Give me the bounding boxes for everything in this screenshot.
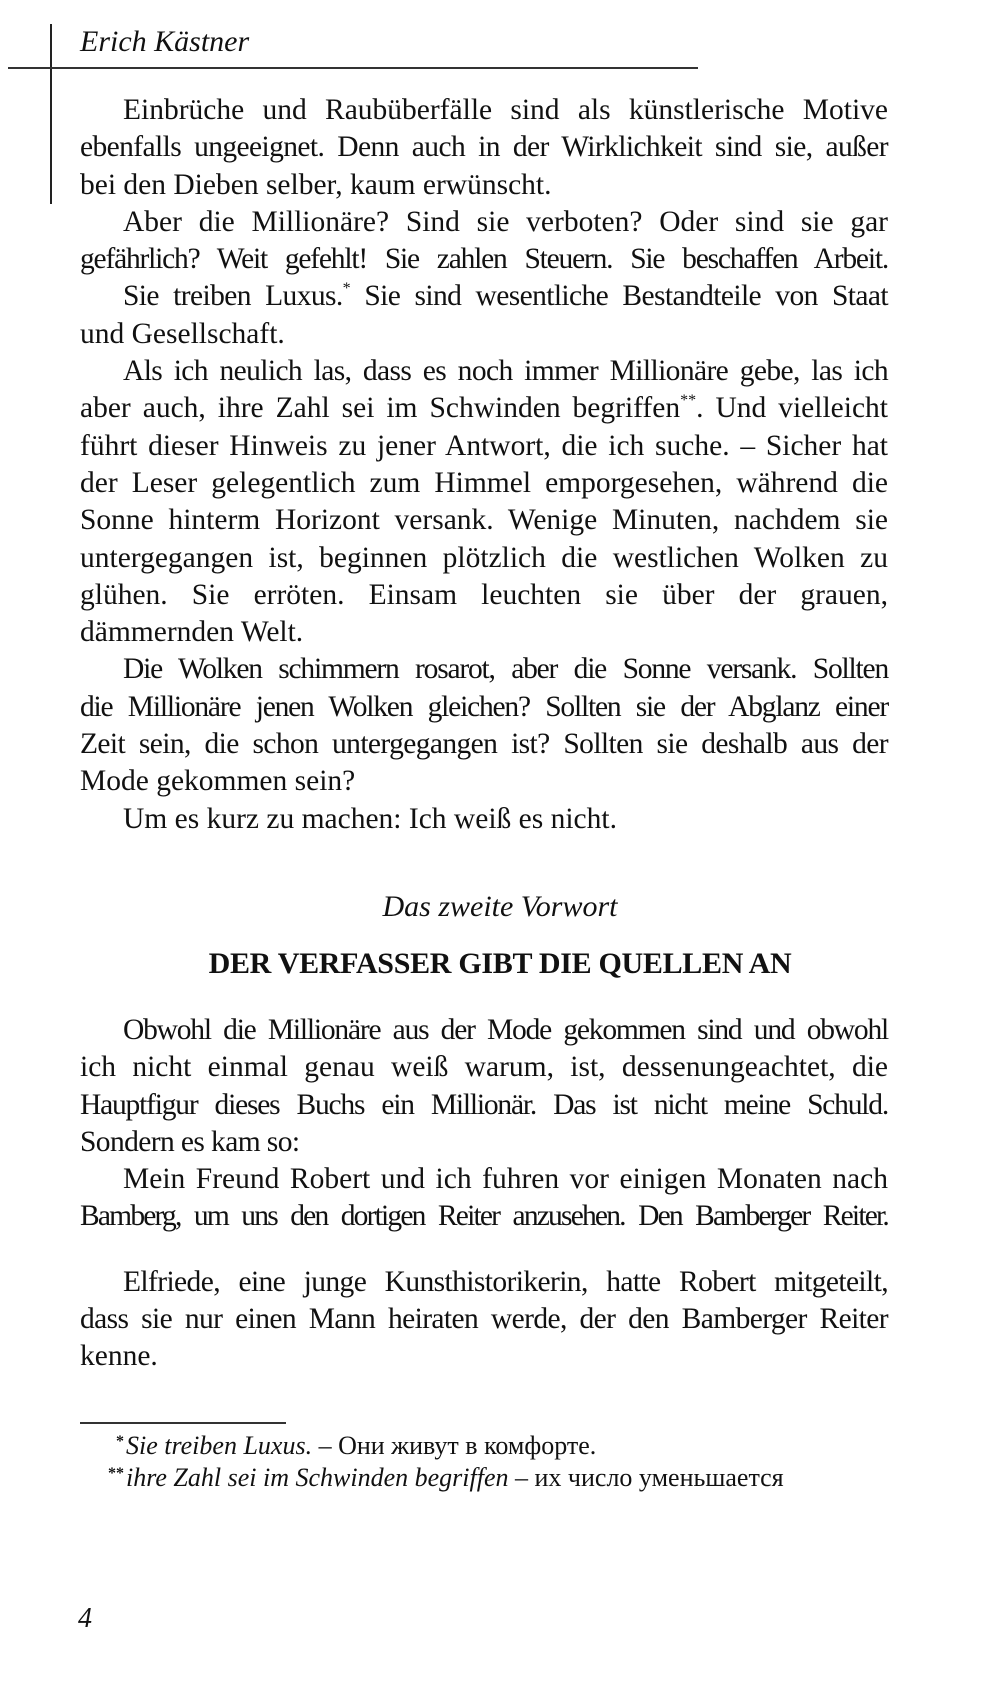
- text-line: Einbrüche und Raubüberfälle sind als künstlerische Motive: [123, 94, 888, 126]
- text-line: ich nicht einmal genau weiß warum, ist, dessenungeachtet, die: [80, 1051, 888, 1084]
- text-line: dass sie nur einen Mann heiraten werde, der den Bamberger Reiter: [80, 1303, 888, 1336]
- text-line: Sondern es kam so:: [80, 1125, 300, 1158]
- text-line: die Millionäre jenen Wolken gleichen? Sollten sie der Abglanz einer: [80, 690, 888, 723]
- text-line: Mode gekommen sein?: [80, 765, 356, 798]
- text-line: Die Wolken schimmern rosarot, aber die Sonne versank. Sollten: [123, 653, 888, 686]
- text-line: gefährlich? Weit gefehlt! Sie zahlen Steuern. Sie beschaffen Arbeit.: [80, 243, 888, 276]
- text-line: Hauptfigur dieses Buchs ein Millionär. Das ist nicht meine Schuld.: [80, 1088, 888, 1121]
- footnote-1: [80, 1430, 910, 1462]
- body-text-part2: [80, 1012, 888, 1376]
- text-line: der Leser gelegentlich zum Himmel emporgesehen, während die: [80, 466, 888, 499]
- margin-vertical-rule: [50, 24, 52, 204]
- text-line: glühen. Sie erröten. Einsam leuchten sie über der grauen,: [80, 578, 888, 611]
- footnote-term: ihre Zahl sei im Schwinden begriffen: [126, 1463, 509, 1492]
- text-line: und Gesellschaft.: [80, 317, 285, 350]
- footnote-mark[interactable]: *: [342, 280, 351, 298]
- footnote-translation: – их число уменьшается: [508, 1463, 784, 1492]
- section-subtitle: Das zweite Vorwort: [382, 890, 618, 923]
- text-line: führt dieser Hinweis zu jener Antwort, die ich suche. – Sicher hat: [80, 429, 888, 462]
- text-line: ebenfalls ungeeignet. Denn auch in der Wirklichkeit sind sie, außer: [80, 131, 888, 164]
- footnote-mark: **: [108, 1465, 124, 1482]
- footnote-mark[interactable]: **: [680, 392, 697, 410]
- body-text-part1: [80, 92, 888, 838]
- text-line: Sonne hinterm Horizont versank. Wenige Minuten, nachdem sie: [80, 504, 888, 537]
- text-line: Zeit sein, die schon untergegangen ist? Sollten sie deshalb aus der: [80, 728, 888, 761]
- text-line: dämmernden Welt.: [80, 616, 304, 649]
- footnote-separator: [80, 1422, 286, 1424]
- header-rule: [8, 67, 698, 69]
- text-line: Sie treiben Luxus.* Sie sind wesentliche Bestandteile von Staat: [123, 280, 888, 313]
- text-line: Als ich neulich las, dass es noch immer Millionäre gebe, las ich: [123, 355, 888, 388]
- section-title: DER VERFASSER GIBT DIE QUELLEN AN: [208, 947, 792, 980]
- text-line: Mein Freund Robert und ich fuhren vor einigen Monaten nach: [123, 1163, 888, 1196]
- text-line: Obwohl die Millionäre aus der Mode gekommen sind und obwohl: [123, 1014, 888, 1046]
- text-line: Aber die Millionäre? Sind sie verboten? Oder sind sie gar: [123, 205, 888, 238]
- text-line: untergegangen ist, beginnen plötzlich die westlichen Wolken zu: [80, 541, 888, 574]
- running-head-author: Erich Kästner: [80, 25, 250, 58]
- page-number: 4: [78, 1603, 92, 1634]
- paragraph-gap: [80, 1236, 888, 1264]
- text-line: Elfriede, eine junge Kunsthistorikerin, hatte Robert mitgeteilt,: [123, 1265, 888, 1298]
- footnote-translation: – Они живут в комфорте.: [312, 1431, 597, 1460]
- footnote-2: [80, 1462, 910, 1494]
- text-line: bei den Dieben selber, kaum erwünscht.: [80, 168, 552, 201]
- text-line: Um es kurz zu machen: Ich weiß es nicht.: [123, 802, 617, 835]
- footnote-mark: *: [116, 1433, 124, 1450]
- text-line: kenne.: [80, 1340, 158, 1373]
- text-line: Bamberg, um uns den dortigen Reiter anzusehen. Den Bamberger Reiter.: [80, 1200, 888, 1233]
- footnote-term: Sie treiben Luxus.: [126, 1431, 313, 1460]
- footnotes: [80, 1430, 910, 1494]
- text-line: aber auch, ihre Zahl sei im Schwinden begriffen**. Und vielleicht: [80, 392, 888, 425]
